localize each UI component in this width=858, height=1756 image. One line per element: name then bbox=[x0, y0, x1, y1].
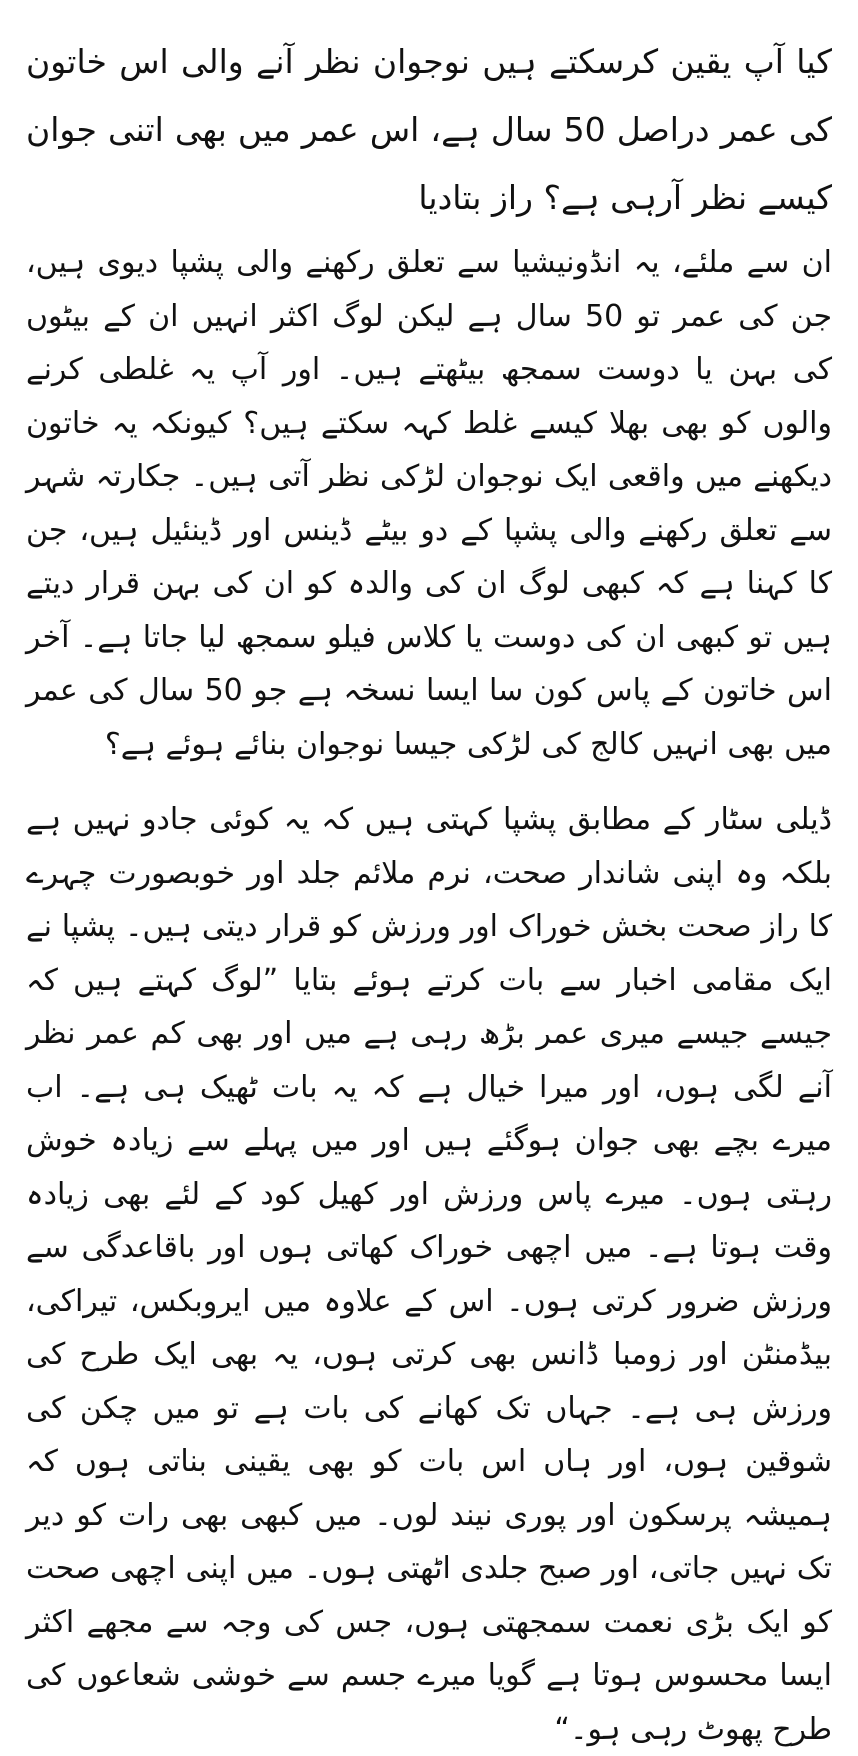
article-paragraph-2: ڈیلی سٹار کے مطابق پشپا کہتی ہیں کہ یہ کوئی جادو نہیں ہے بلکہ وہ اپنی شاندار صحت، نرم ملائم جلد اور خوبصورت چہرے کا راز صحت بخش خوراک اور ورزش کو قرار دیتی ہیں۔ پشپا نے ایک مقامی اخبار سے بات کرتے ہوئے بتایا ”لوگ کہتے ہیں کہ جیسے جیسے میری عمر بڑھ رہی ہے میں اور بھی کم عمر نظر آنے لگی ہوں، اور میرا خیال ہے کہ یہ بات ٹھیک ہی ہے۔ اب میرے بچے بھی جوان ہوگئے ہیں اور میں پہلے سے زیادہ خوش رہتی ہوں۔ میرے پاس ورزش اور کھیل کود کے لئے بھی زیادہ وقت ہوتا ہے۔ میں اچھی خوراک کھاتی ہوں اور باقاعدگی سے ورزش ضرور کرتی ہوں۔ اس کے علاوہ میں ایروبکس، تیراکی، بیڈمنٹن اور زومبا ڈانس بھی کرتی ہوں، یہ بھی ایک طرح کی ورزش ہی ہے۔ جہاں تک کھانے کی بات ہے تو میں چکن کی شوقین ہوں، اور ہاں اس بات کو بھی یقینی بناتی ہوں کہ ہمیشہ پرسکون اور پوری نیند لوں۔ میں کبھی بھی رات کو دیر تک نہیں جاتی، اور صبح جلدی اٹھتی ہوں۔ میں اپنی اچھی صحت کو ایک بڑی نعمت سمجھتی ہوں، جس کی وجہ سے مجھے اکثر ایسا محسوس ہوتا ہے گویا میرے جسم سے خوشی شعاعوں کی طرح پھوٹ رہی ہو۔“ bbox=[26, 802, 832, 1747]
article-paragraph-1: ان سے ملئے، یہ انڈونیشیا سے تعلق رکھنے والی پشپا دیوی ہیں، جن کی عمر تو 50 سال ہے لیکن لوگ اکثر انہیں ان کے بیٹوں کی بہن یا دوست سمجھ بیٹھتے ہیں۔ اور آپ یہ غلطی کرنے والوں کو بھی بھلا کیسے غلط کہہ سکتے ہیں؟ کیونکہ یہ خاتون دیکھنے میں واقعی ایک نوجوان لڑکی نظر آتی ہیں۔ جکارتہ شہر سے تعلق رکھنے والی پشپا کے دو بیٹے ڈینس اور ڈینئیل ہیں، جن کا کہنا ہے کہ کبھی لوگ ان کی والدہ کو ان کی بہن قرار دیتے ہیں تو کبھی ان کی دوست یا کلاس فیلو سمجھ لیا جاتا ہے۔ آخر اس خاتون کے پاس کون سا ایسا نسخہ ہے جو 50 سال کی عمر میں بھی انہیں کالج کی لڑکی جیسا نوجوان بنائے ہوئے ہے؟ bbox=[26, 245, 833, 762]
article-title: کیا آپ یقین کرسکتے ہیں نوجوان نظر آنے والی اس خاتون کی عمر دراصل 50 سال ہے، اس عمر میں بھی اتنی جوان کیسے نظر آرہی ہے؟ راز بتادیا bbox=[26, 42, 832, 217]
